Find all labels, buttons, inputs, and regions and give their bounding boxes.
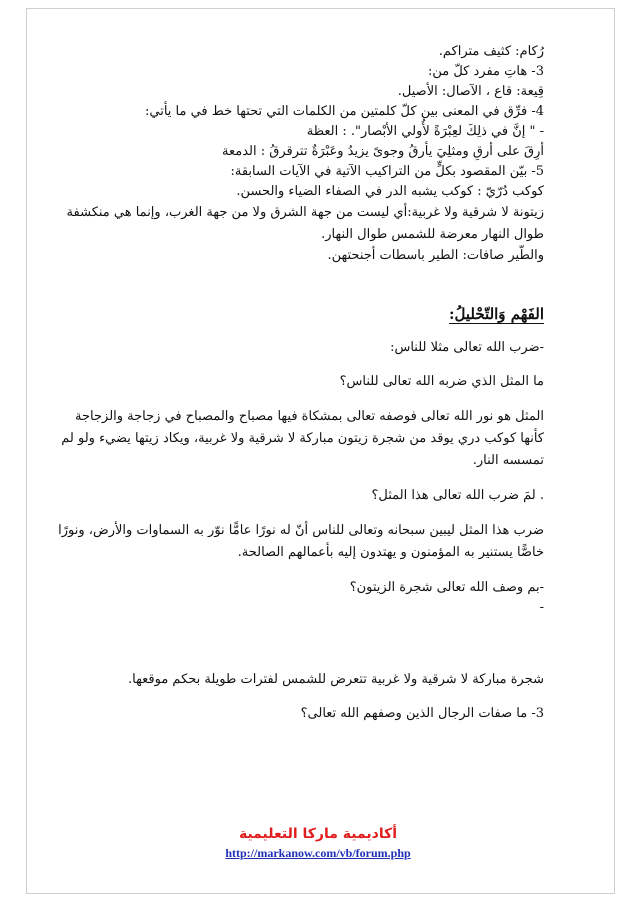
phrase-zaytuna: زيتونة لا شرقية ولا غربية:أي ليست من جهة الشرق ولا من جهة الغرب، وإنما هي منكشفة طوال النهار معرضة للشمس طوال النهار.	[66, 205, 544, 242]
answer-dash: -	[539, 600, 544, 615]
question-5-phrases: 5- بيّن المقصود بكلٍّ من التراكيب الآتية في الآيات السابقة:	[230, 164, 544, 179]
prompt-parable: -ضرب الله تعالى مثلا للناس:	[390, 340, 544, 355]
vocab-rukam: رُكام: كثيف متراكم.	[438, 44, 544, 59]
question-what-parable: ما المثل الذي ضربه الله تعالى للناس؟	[339, 374, 544, 389]
answer-ibra: - " إنَّ في ذلِكَ لعِبْرَةً لأُولي الأبْصار". : العظة	[306, 124, 544, 139]
answer-why-parable: ضرب هذا المثل ليبين سبحانه وتعالى للناس أنّ له نورًا عامًّا نوّر به السماوات والأرض، ونورًا خاصًّا يستنير به المؤمنون و يهتدون إليه بأعمالهم الصالحة.	[58, 523, 544, 560]
question-why-parable: . لمَ ضرب الله تعالى هذا المثل؟	[371, 488, 544, 503]
answer-singulars: قِيعة: قاع ، الآصال: الأصيل.	[397, 84, 544, 99]
question-olive-tree: -بم وصف الله تعالى شجرة الزيتون؟	[349, 580, 544, 595]
section-heading: الفَهْم وَالتّحْليلُ:	[448, 305, 544, 323]
question-3-singulars: 3- هاتِ مفرد كلّ من:	[427, 64, 544, 79]
footer-url-link[interactable]: http://markanow.com/vb/forum.php	[225, 846, 411, 860]
question-4-differentiate: 4- فرِّق في المعنى بين كلّ كلمتين من الكلمات التي تحتها خط في ما يأتي:	[145, 104, 544, 119]
answer-abra: أرِقَ على أرقِ ومثلِيَ يأرقُ وجوىً يزيدُ وعَبْرَةٌ تترقرقُ : الدمعة	[222, 144, 544, 159]
question-3-men: 3- ما صفات الرجال الذين وصفهم الله تعالى؟	[300, 706, 544, 721]
phrase-kawkab-durri: كوكب دُرّيّ : كوكب يشبه الدر في الصفاء الضياء والحسن.	[236, 184, 544, 199]
phrase-tayr-saffat: والطّير صافات: الطير باسطات أجنحتهن.	[327, 248, 544, 263]
footer-brand: أكاديمية ماركا التعليمية	[238, 826, 398, 842]
answer-what-parable: المثل هو نور الله تعالى فوصفه تعالى بمشكاة فيها مصباح والمصباح في زجاجة والزجاجة كأنها كوكب دري يوقد من شجرة زيتون مباركة لا شرقية ولا غربية، ويكاد زيتها يضيء ولو لم تمسسه النار.	[61, 409, 544, 468]
answer-olive-tree: شجرة مباركة لا شرقية ولا غربية تتعرض للشمس لفترات طويلة بحكم موقعها.	[128, 672, 544, 687]
footer	[0, 826, 636, 861]
document-body	[48, 42, 544, 724]
